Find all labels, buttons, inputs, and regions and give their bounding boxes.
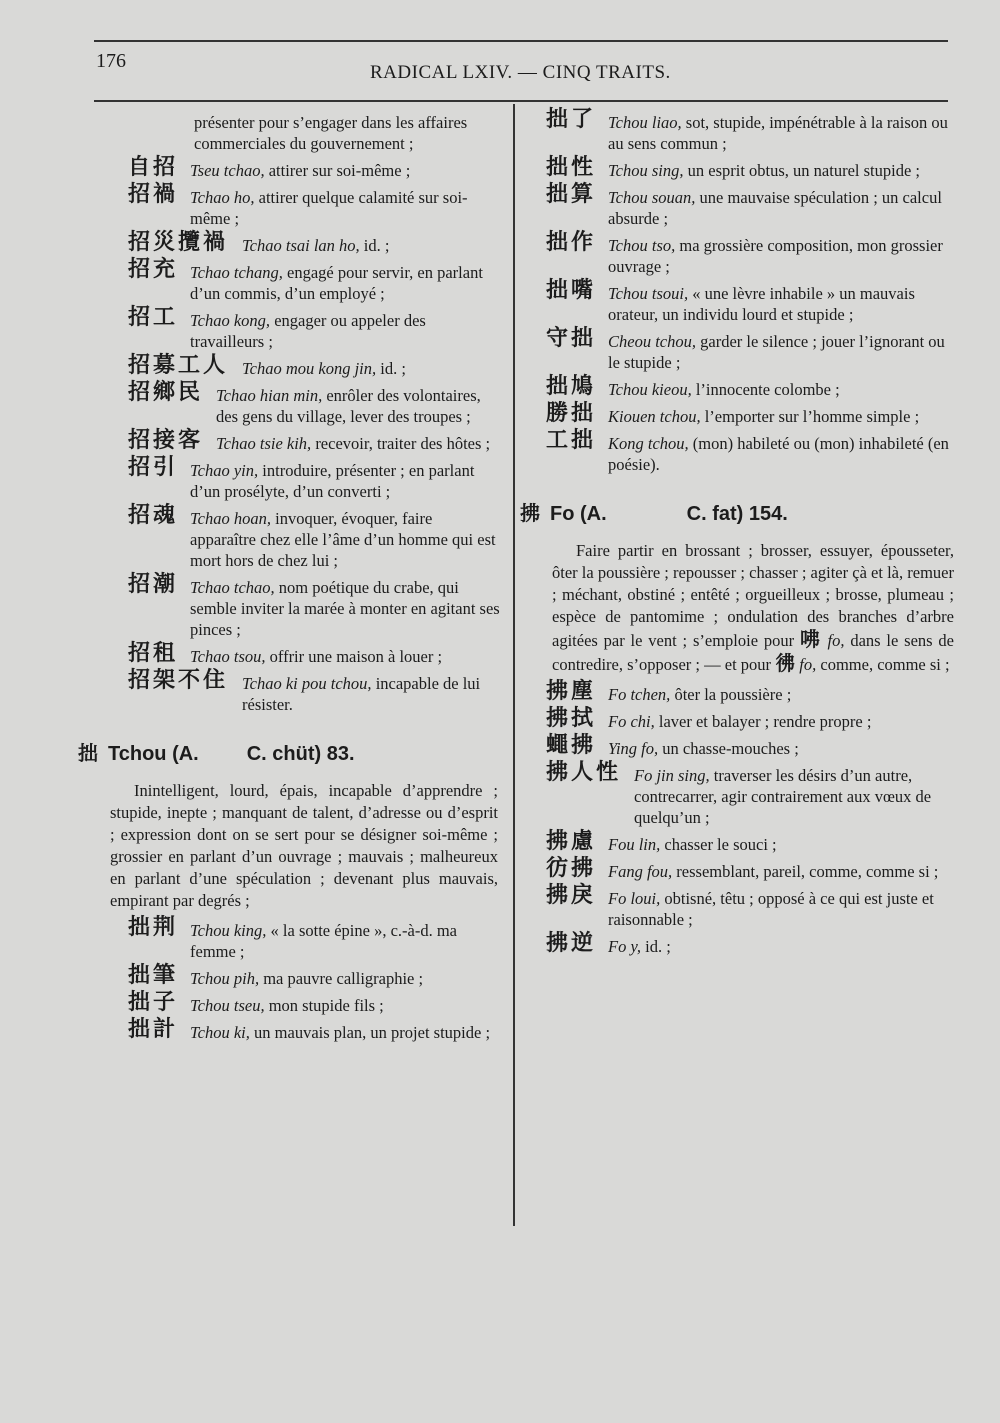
dictionary-entry	[110, 668, 502, 715]
para-character: 咈	[799, 627, 822, 651]
entry-characters: 拙性	[546, 155, 597, 180]
entry-characters: 彷拂	[546, 856, 597, 881]
heading-code: C. fat) 154.	[686, 503, 788, 525]
running-title: RADICAL LXIV. — CINQ TRAITS.	[370, 62, 671, 83]
dictionary-entry	[110, 1017, 502, 1043]
entry-characters: 拙算	[546, 182, 597, 207]
heading-character: 拙	[78, 741, 98, 765]
entry-characters: 工拙	[546, 428, 597, 453]
right-entries-b	[528, 679, 958, 957]
entry-definition: « la sotte épine », c.-à-d. ma femme ;	[190, 921, 458, 961]
dictionary-entry	[528, 679, 958, 705]
entry-characters: 拙荆	[128, 915, 179, 940]
entry-romanization: Fo loui,	[608, 889, 661, 908]
entry-romanization: Tchao yin,	[190, 461, 259, 480]
dictionary-entry	[110, 182, 502, 229]
entry-romanization: Tchou pih,	[190, 969, 260, 988]
entry-characters: 拙子	[128, 990, 179, 1015]
dictionary-entry	[110, 963, 502, 989]
entry-definition: attirer quelque calamité sur soi-même ;	[190, 188, 468, 228]
entry-romanization: Tchao hian min,	[216, 386, 323, 405]
definition-paragraph: Inintelligent, lourd, épais, incapable d’apprendre ; stupide, inepte ; manquant de talent, d’adresse ou d’esprit ; expression dont on se sert pour se désigner soi-même ; grossier en parlant d’un ouvrage ; mauvais ; malheureux en parlant d’une spéculation ; devenant plus mauvais, empirant par degrés ;	[110, 781, 498, 910]
entry-definition: l’innocente colombe ;	[691, 380, 840, 399]
dictionary-entry	[528, 374, 958, 400]
entry-characters: 拙筆	[128, 963, 179, 988]
dictionary-entry	[528, 182, 958, 229]
entry-definition: enrôler des volontaires, des gens du village, lever des troupes ;	[216, 386, 481, 426]
entry-definition: ma pauvre calligraphie ;	[259, 969, 424, 988]
entry-characters: 拂人性	[546, 760, 622, 785]
entry-romanization: Tchou ki,	[190, 1023, 250, 1042]
dictionary-entry	[528, 760, 958, 828]
continuation-text: présenter pour s’engager dans les affaires commerciales du gouvernement ;	[194, 113, 468, 153]
entry-romanization: Tchao kong,	[190, 311, 271, 330]
entry-characters: 招架不住	[128, 668, 229, 693]
entry-definition: un mauvais plan, un projet stupide ;	[249, 1023, 491, 1042]
entry-romanization: Tchou sing,	[608, 161, 684, 180]
entry-romanization: Tchao tchao,	[190, 578, 275, 597]
entry-romanization: Tchao mou kong jin,	[242, 359, 377, 378]
entry-characters: 蠅拂	[546, 733, 597, 758]
dictionary-entry	[528, 856, 958, 882]
entry-definition: un chasse-mouches ;	[658, 739, 799, 758]
entry-definition: laver et balayer ; rendre propre ;	[654, 712, 872, 731]
para-text-mid: dans le sens de contredire, s’opposer ; — et pour	[552, 631, 954, 674]
entry-romanization: Fo chi,	[608, 712, 655, 731]
entry-definition: obtisné, têtu ; opposé à ce qui est juste et raisonnable ;	[608, 889, 934, 929]
dictionary-entry	[110, 428, 502, 454]
entry-definition: ma grossière composition, mon grossier ouvrage ;	[608, 236, 943, 276]
entry-romanization: Tchao tchang,	[190, 263, 283, 282]
entry-characters: 招租	[128, 641, 179, 666]
para-text-start: Faire partir en brossant ; brosser, essuyer, épousseter, ôter la poussière ; repousser ; chasser ; agiter çà et là, remuer ; méchant, obstiné ; entêté ; orgueilleux ; brosse, plumeau ; espèce de pantomime ; ondulation des branches d’arbre agitées par le vent ; s’emploie pour	[552, 541, 954, 650]
left-entries-b	[110, 915, 502, 1043]
entry-definition: ressemblant, pareil, comme, comme si ;	[672, 862, 939, 881]
entry-romanization: Fou lin,	[608, 835, 661, 854]
entry-definition: ôter la poussière ;	[670, 685, 792, 704]
entry-characters: 招禍	[128, 182, 179, 207]
entry-definition: introduire, présenter ; en parlant d’un prosélyte, d’un converti ;	[190, 461, 475, 501]
entry-romanization: Tchou kieou,	[608, 380, 692, 399]
dictionary-entry	[528, 829, 958, 855]
dictionary-entry	[528, 155, 958, 181]
dictionary-entry	[110, 380, 502, 427]
entry-romanization: Tchao tsai lan ho,	[242, 236, 360, 255]
dictionary-entry	[528, 278, 958, 325]
entry-characters: 拂拭	[546, 706, 597, 731]
entry-definition: offrir une maison à louer ;	[265, 647, 443, 666]
entry-characters: 拙作	[546, 230, 597, 255]
entry-characters: 拙嘴	[546, 278, 597, 303]
entry-characters: 招潮	[128, 572, 179, 597]
entry-definition: l’emporter sur l’homme simple ;	[700, 407, 920, 426]
entry-characters: 招鄉民	[128, 380, 204, 405]
para-romanization: fo,	[827, 631, 845, 650]
entry-romanization: Tchao tsie kih,	[216, 434, 312, 453]
dictionary-entry	[528, 931, 958, 957]
entry-romanization: Ying fo,	[608, 739, 659, 758]
entry-characters: 勝拙	[546, 401, 597, 426]
entry-definition: id. ;	[376, 359, 406, 378]
entry-romanization: Tseu tchao,	[190, 161, 265, 180]
entry-romanization: Kiouen tchou,	[608, 407, 701, 426]
entry-characters: 招募工人	[128, 353, 229, 378]
right-entries-a	[528, 107, 958, 475]
entry-definition: mon stupide fils ;	[264, 996, 384, 1015]
entry-characters: 拂慮	[546, 829, 597, 854]
entry-characters: 招接客	[128, 428, 204, 453]
definition-paragraph	[552, 540, 954, 676]
entry-definition: id. ;	[641, 937, 671, 956]
dictionary-entry	[528, 326, 958, 373]
entry-romanization: Tchou tsoui,	[608, 284, 689, 303]
dictionary-entry	[110, 572, 502, 640]
entry-romanization: Tchao ho,	[190, 188, 255, 207]
entry-characters: 招充	[128, 257, 179, 282]
entry-romanization: Cheou tchou,	[608, 332, 696, 351]
entry-definition: garder le silence ; jouer l’ignorant ou le stupide ;	[608, 332, 945, 372]
entry-definition: traverser les désirs d’un autre, contrecarrer, agir contrairement aux vœux de quelqu’un ;	[634, 766, 932, 827]
entry-characters: 招引	[128, 455, 179, 480]
entry-romanization: Fo jin sing,	[634, 766, 710, 785]
entry-characters: 守拙	[546, 326, 597, 351]
entry-romanization: Tchou tso,	[608, 236, 676, 255]
page-number: 176	[96, 50, 126, 72]
entry-romanization: Tchou souan,	[608, 188, 696, 207]
entry-romanization: Tchao ki pou tchou,	[242, 674, 372, 693]
entry-romanization: Tchou king,	[190, 921, 267, 940]
column-divider	[513, 104, 515, 1226]
heading-label: Tchou (A.	[108, 743, 199, 765]
entry-characters: 招魂	[128, 503, 179, 528]
para-romanization: fo,	[799, 655, 817, 674]
entry-definition: attirer sur soi-même ;	[264, 161, 411, 180]
header-rule	[94, 100, 948, 102]
entry-characters: 拂戾	[546, 883, 597, 908]
dictionary-entry	[110, 503, 502, 571]
dictionary-entry	[528, 107, 958, 154]
entry-definition: une mauvaise spéculation ; un calcul absurde ;	[608, 188, 942, 228]
entry-definition: recevoir, traiter des hôtes ;	[311, 434, 491, 453]
entry-definition: « une lèvre inhabile » un mauvais orateur, un individu lourd et stupide ;	[608, 284, 915, 324]
dictionary-entry	[528, 883, 958, 930]
dictionary-entry	[110, 257, 502, 304]
entry-definition: sot, stupide, impénétrable à la raison ou au sens commun ;	[608, 113, 948, 153]
entry-romanization: Kong tchou,	[608, 434, 689, 453]
dictionary-entry	[528, 401, 958, 427]
entry-definition: id. ;	[359, 236, 390, 255]
entry-definition: nom poétique du crabe, qui semble inviter la marée à monter en agitant ses pinces ;	[190, 578, 500, 639]
entry-definition: (mon) habileté ou (mon) inhabileté (en poésie).	[608, 434, 949, 474]
entry-romanization: Fo tchen,	[608, 685, 671, 704]
dictionary-entry	[110, 990, 502, 1016]
radical-heading-fo	[520, 497, 958, 526]
entry-definition: invoquer, évoquer, faire apparaître chez elle l’âme d’un homme qui est mort hors de chez lui ;	[190, 509, 496, 570]
heading-label: Fo (A.	[550, 503, 607, 525]
entry-romanization: Tchao hoan,	[190, 509, 271, 528]
radical-heading-tchou	[78, 737, 502, 766]
entry-romanization: Tchao tsou,	[190, 647, 266, 666]
dictionary-entry	[110, 230, 502, 256]
top-rule	[94, 40, 948, 42]
entry-definition: engager ou appeler des travailleurs ;	[190, 311, 426, 351]
dictionary-entry	[528, 733, 958, 759]
entry-romanization: Fo y,	[608, 937, 641, 956]
left-entries-a	[110, 155, 502, 715]
entry-definition: engagé pour servir, en parlant d’un commis, d’un employé ;	[190, 263, 483, 303]
dictionary-entry	[528, 706, 958, 732]
entry-characters: 拙了	[546, 107, 597, 132]
para-text-end: comme, comme si ;	[816, 655, 950, 674]
entry-characters: 招工	[128, 305, 179, 330]
entry-characters: 自招	[128, 155, 179, 180]
entry-definition: un esprit obtus, un naturel stupide ;	[683, 161, 920, 180]
dictionary-entry	[528, 230, 958, 277]
heading-code: C. chüt) 83.	[246, 743, 355, 765]
dictionary-entry	[110, 641, 502, 667]
dictionary-entry	[110, 455, 502, 502]
entry-definition: incapable de lui résister.	[242, 674, 481, 714]
para-character: 彿	[775, 651, 796, 675]
dictionary-entry	[110, 305, 502, 352]
right-column	[520, 107, 958, 963]
entry-characters: 拙鳩	[546, 374, 597, 399]
heading-character: 拂	[520, 501, 540, 525]
dictionary-entry	[110, 915, 502, 962]
dictionary-entry	[528, 428, 958, 475]
entry-characters: 拙計	[128, 1017, 179, 1042]
dictionary-entry	[110, 353, 502, 379]
dictionary-entry	[110, 155, 502, 181]
entry-characters: 拂塵	[546, 679, 597, 704]
entry-romanization: Fang fou,	[608, 862, 673, 881]
entry-definition: chasser le souci ;	[660, 835, 777, 854]
left-column	[78, 112, 502, 1049]
entry-romanization: Tchou liao,	[608, 113, 682, 132]
entry-characters: 招災攬禍	[128, 230, 229, 255]
entry-characters: 拂逆	[546, 931, 597, 956]
entry-romanization: Tchou tseu,	[190, 996, 265, 1015]
